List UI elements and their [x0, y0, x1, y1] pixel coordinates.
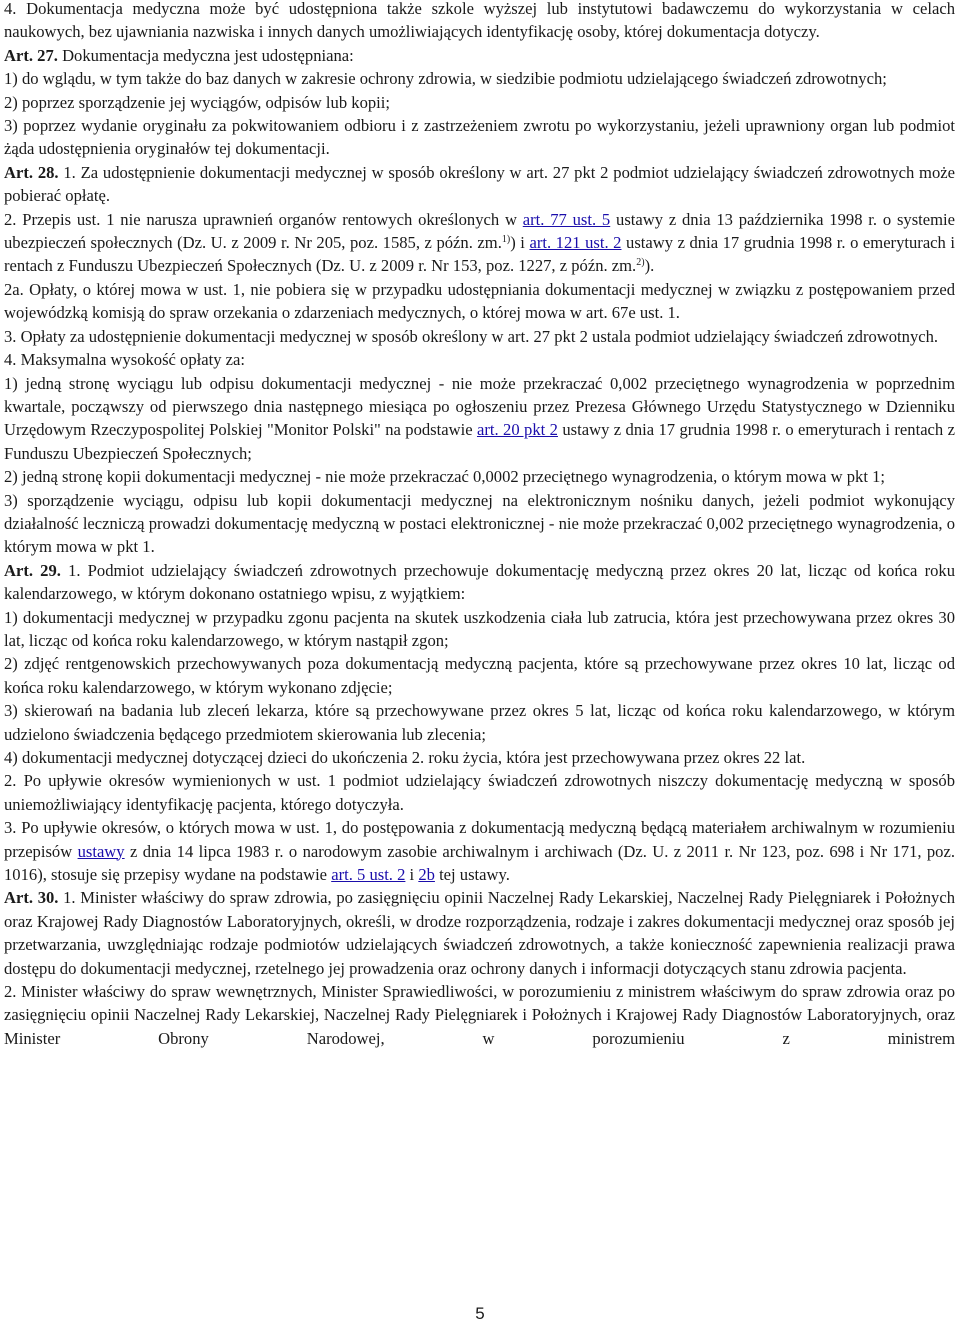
text-segment: z dnia 14 lipca 1983 r. o narodowym zasobie archiwalnym i archiwach (Dz. U. z 2011 r. Nr 123, poz. 698 i Nr 171, poz. 1016), stosuje się przepisy wydane na podstawie	[4, 841, 955, 885]
art29-item-3: 3) skierowań na badania lub zleceń lekarza, które są przechowywane przez okres 5 lat, licząc od końca roku kalendarzowego, w którym udzielono świadczenia będącego przedmiotem skierowania lub zlecenia;	[4, 701, 955, 744]
art29-ust-1-text: 1. Podmiot udzielający świadczeń zdrowotnych przechowuje dokumentację medyczną przez okres 20 lat, licząc od końca roku kalendarzowego, w którym dokonano ostatniego wpisu, z wyjątkiem:	[4, 560, 955, 604]
article-number: Art. 27.	[4, 45, 58, 65]
art30-ust-2: 2. Minister właściwy do spraw wewnętrznych, Minister Sprawiedliwości, w porozumieniu z ministrem właściwym do spraw zdrowia oraz po zasięgnięciu opinii Naczelnej Rady Lekarskiej, Naczelnej Rady Pielęgniarek i Położnych i Krajowej Rady Diagnostów Laboratoryjnych, oraz Minister Obrony Narodowej, w porozumieniu z ministrem	[4, 982, 955, 1048]
text-segment: ) i	[510, 233, 530, 253]
text-segment: i	[405, 865, 419, 885]
art28-ust-1	[4, 161, 955, 208]
text-segment: ustawy z dnia 17 grudnia 1998 r. o emeryturach i rentach z Funduszu Ubezpieczeń Społecznych;	[4, 420, 955, 463]
art29-item-4: 4) dokumentacji medycznej dotyczącej dzieci do ukończenia 2. roku życia, która jest przechowywana przez okres 22 lat.	[4, 748, 806, 767]
text-segment: 3. Po upływie okresów, o których mowa w ust. 1, do postępowania z dokumentacją medyczną będącą materiałem archiwalnym w rozumieniu przepisów	[4, 818, 955, 861]
art30-ust-1	[4, 886, 955, 980]
art27-intro	[4, 44, 955, 67]
article-number: Art. 29.	[4, 560, 61, 580]
art28-ust-3: 3. Opłaty za udostępnienie dokumentacji medycznej w sposób określony w art. 27 pkt 2 ustala podmiot udzielający świadczeń zdrowotnych.	[4, 326, 939, 346]
art28-ust-4-item-1	[4, 372, 955, 466]
art26-paragraph-4: 4. Dokumentacja medyczna może być udostępniona także szkole wyższej lub instytutowi badawczemu do wykorzystania w celach naukowych, bez ujawniania nazwiska i innych danych umożliwiających identyfikację osoby, której dokumentacja dotyczy.	[4, 0, 955, 42]
art28-ust-4-intro: 4. Maksymalna wysokość opłaty za:	[4, 350, 246, 370]
legal-reference-link[interactable]: art. 20 pkt 2	[476, 420, 558, 440]
art29-ust-3	[4, 816, 955, 886]
art28-ust-1-text: 1. Za udostępnienie dokumentacji medycznej w sposób określony w art. 27 pkt 2 podmiot udzielający świadczeń zdrowotnych może pobierać opłatę.	[4, 162, 955, 206]
art30-ust-1-text: 1. Minister właściwy do spraw zdrowia, po zasięgnięciu opinii Naczelnej Rady Lekarskiej, Naczelnej Rady Pielęgniarek i Położnych oraz Krajowej Rady Diagnostów Laboratoryjnych, określi, w drodze rozporządzenia, rodzaje i zakres dokumentacji medycznej oraz sposób jej przetwarzania, uwzględniając rodzaje podmiotów udzielających świadczeń zdrowotnych, a także konieczność zapewnienia realizacji prawa dostępu do dokumentacji medycznej, rzetelnego jej prowadzenia oraz ochrony danych i informacji dotyczących stanu zdrowia pacjenta.	[4, 888, 955, 978]
legal-reference-link[interactable]: art. 77 ust. 5	[522, 209, 611, 229]
art27-item-2: 2) poprzez sporządzenie jej wyciągów, odpisów lub kopii;	[4, 92, 390, 112]
legal-reference-link[interactable]: 2b	[418, 865, 435, 885]
art28-ust-2	[4, 208, 955, 278]
art27-item-3: 3) poprzez wydanie oryginału za pokwitowaniem odbioru i z zastrzeżeniem zwrotu po wykorzystaniu, jeżeli uprawniony organ lub podmiot żąda udostępnienia oryginałów tej dokumentacji.	[4, 116, 955, 159]
article-number: Art. 28.	[4, 162, 59, 182]
document-page	[4, 0, 955, 1050]
page-number: 5	[475, 1304, 485, 1323]
text-segment: ).	[644, 256, 655, 276]
footnote-marker: 1)	[501, 234, 511, 246]
article-number: Art. 30.	[4, 888, 59, 908]
text-segment: tej ustawy.	[434, 865, 510, 885]
legal-reference-link[interactable]: ustawy	[77, 841, 125, 861]
text-segment: ustawy z dnia 13 października 1998 r. o systemie ubezpieczeń społecznych (Dz. U. z 2009 r. Nr 205, poz. 1585, z późn. zm.	[4, 209, 956, 253]
text-segment: ustawy z dnia 17 grudnia 1998 r. o emeryturach i rentach z Funduszu Ubezpieczeń Społecznych (Dz. U. z 2009 r. Nr 153, poz. 1227, z późn. zm.	[4, 233, 956, 276]
art28-ust-2a: 2a. Opłaty, o której mowa w ust. 1, nie pobiera się w przypadku udostępniania dokumentacji medycznej w związku z postępowaniem przed wojewódzką komisją do spraw orzekania o zdarzeniach medycznych, o której mowa w art. 67e ust. 1.	[4, 279, 955, 323]
text-segment: 1) jedną stronę wyciągu lub odpisu dokumentacji medycznej - nie może przekraczać 0,002 przeciętnego wynagrodzenia w poprzednim kwartale, począwszy od pierwszego dnia następnego miesiąca po ogłoszeniu przez Prezesa Głównego Urzędu Statystycznego w Dzienniku Urzędowym Rzeczypospolitej Polskiej "Monitor Polski" na podstawie	[4, 373, 955, 440]
legal-reference-link[interactable]: art. 121 ust. 2	[529, 233, 622, 253]
legal-reference-link[interactable]: art. 5 ust. 2	[331, 865, 406, 885]
art29-ust-2: 2. Po upływie okresów wymienionych w ust. 1 podmiot udzielający świadczeń zdrowotnych niszczy dokumentację medyczną w sposób uniemożliwiający identyfikację pacjenta, którego dotyczyła.	[4, 771, 955, 814]
art27-intro-text: Dokumentacja medyczna jest udostępniana:	[57, 45, 354, 65]
art29-ust-1	[4, 559, 955, 606]
text-segment: 2. Przepis ust. 1 nie narusza uprawnień organów rentowych określonych w	[4, 209, 523, 229]
art27-item-1: 1) do wglądu, w tym także do baz danych w zakresie ochrony zdrowia, w siedzibie podmiotu udzielającego świadczeń zdrowotnych;	[4, 69, 887, 89]
art29-item-1: 1) dokumentacji medycznej w przypadku zgonu pacjenta na skutek uszkodzenia ciała lub zatrucia, która jest przechowywana przez okres 30 lat, licząc od końca roku kalendarzowego, w którym nastąpił zgon;	[4, 607, 955, 650]
footnote-marker: 2)	[636, 257, 645, 269]
art29-item-2: 2) zdjęć rentgenowskich przechowywanych poza dokumentacją medyczną pacjenta, które są przechowywane przez okres 10 lat, licząc od końca roku kalendarzowego, w którym wykonano zdjęcie;	[4, 654, 955, 697]
art28-ust-4-item-2: 2) jedną stronę kopii dokumentacji medycznej - nie może przekraczać 0,0002 przeciętnego wynagrodzenia, o którym mowa w pkt 1;	[4, 467, 885, 487]
art28-ust-4-item-3: 3) sporządzenie wyciągu, odpisu lub kopii dokumentacji medycznej na elektronicznym nośniku danych, jeżeli podmiot wykonujący działalność leczniczą prowadzi dokumentację medyczną w postaci elektronicznej - nie może przekraczać 0,002 przeciętnego wynagrodzenia, o którym mowa w pkt 1.	[4, 490, 955, 557]
